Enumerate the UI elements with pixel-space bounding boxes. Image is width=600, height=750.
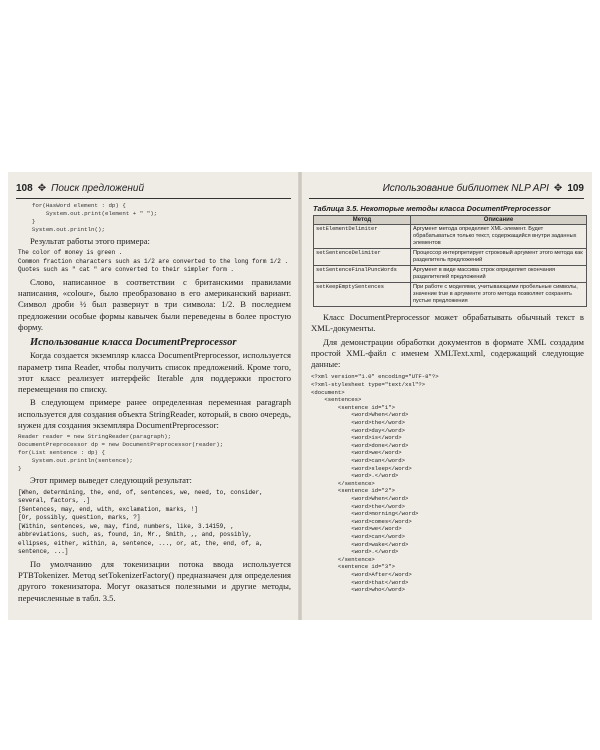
code-listing: for(HasWord element : dp) { System.out.print(element + " "); } System.out.println(); xyxy=(31,202,158,233)
program-output: [When, determining, the, end, of, sentences, we, need, to, consider, several, factors, .] [Sentences, may, end, with, exclamation, marks, !] [Or, possibly, question, marks, ?] [Within, sentences, we, may, find, numbers, like, 3.14159, , abbreviations, such, as, found, in, Mr., Smith, ,, and, possibly, ellipses, either, within, a, sentence, ..., or, at, the, end, of, a, sentence, ...] xyxy=(18,488,263,556)
paragraph: Для демонстрации обработки документов в формате XML создадим простой XML-файл с именем XMLText.xml, содержащий следующие данные: xyxy=(311,336,584,370)
running-title: Использование библиотек NLP API xyxy=(382,183,549,194)
paragraph: Этот пример выведет следующий результат: xyxy=(30,475,192,486)
table-row xyxy=(314,225,587,249)
paragraph: Слово, написанное в соответствии с британскими правилами написания, «colour», было преобразовано в его американский вариант. Символ дроби ½ был развернут в три символа: 1/2. В последнем предложении особые формы кавычек были переведены в более простую форму. xyxy=(18,276,291,332)
left-page xyxy=(8,172,299,620)
table-cell-method: setKeepEmptySentences xyxy=(314,283,411,307)
right-running-head xyxy=(309,182,584,199)
table-header-description: Описание xyxy=(411,216,587,225)
paragraph: Класс DocumentPreprocessor может обрабатывать обычный текст в XML-документы. xyxy=(311,312,584,334)
left-running-head xyxy=(16,182,291,199)
table-cell-description: Процессор интерпретирует строковый аргумент этого метода как разделитель предложений xyxy=(411,249,587,266)
table-header-row xyxy=(314,216,587,225)
table-row xyxy=(314,283,587,307)
section-heading: Использование класса DocumentPreprocessor xyxy=(30,337,237,349)
paragraph: Результат работы этого примера: xyxy=(30,236,150,246)
table-cell-description: Аргумент метода определяет XML-элемент. Будет обрабатываться только текст, содержащийся внутри заданных элементов xyxy=(411,225,587,249)
table-row xyxy=(314,249,587,266)
diamond-icon: ✥ xyxy=(553,183,563,194)
paragraph: По умолчанию для токенизации потока ввода используется PTBTokenizer. Метод setTokenizerFactory() предназначен для определения другого токенизатора. Могут оказаться полезными и другие методы, перечисленные в табл. 3.5. xyxy=(18,558,291,603)
running-title: Поиск предложений xyxy=(51,183,145,194)
xml-listing: <?xml version="1.0" encoding="UTF-8"?> <?xml-stylesheet type="text/xsl"?> <document> <sentences> <sentence id="1"> <word>When</word> <word>the</word> <word>day</word> <word>is</word> <word>done</word> <word>we</word> <word>can</word> <word>sleep</word> <word>.</word> </sentence> <sentence id="2"> <word>When</word> <word>the</word> <word>morning</word> <word>comes</word> <word>we</word> <word>can</word> <word>wake</word> <word>.</word> </sentence> <sentence id="3"> <word>After</word> <word>that</word> <word>who</word> xyxy=(311,373,439,594)
table-header-method: Метод xyxy=(314,216,411,225)
methods-table xyxy=(313,215,587,307)
code-listing: Reader reader = new StringReader(paragraph); DocumentPreprocessor dp = new DocumentPreprocessor(reader); for(List sentence : dp) { System.out.println(sentence); } xyxy=(18,433,224,473)
table-cell-method: setSentenceDelimiter xyxy=(314,249,411,266)
table-cell-method: setSentenceFinalPuncWords xyxy=(314,266,411,283)
table-caption: Таблица 3.5. Некоторые методы класса DocumentPreprocessor xyxy=(313,204,551,213)
right-page xyxy=(301,172,592,620)
table-cell-description: Аргумент в виде массива строк определяет окончания разделителей предложений xyxy=(411,266,587,283)
left-page-content xyxy=(18,202,291,606)
paragraph: В следующем примере ранее определенная переменная paragraph используется для создания объекта StringReader, который, в свою очередь, нужен для создания экземпляра DocumentPreprocessor: xyxy=(18,397,291,431)
program-output: The color of money is green . Common fraction characters such as 1/2 are converted to the long form 1/2 . Quotes such as " cat " are converted to their simpler form . xyxy=(18,249,289,274)
page-number: 109 xyxy=(567,183,584,194)
table-row xyxy=(314,266,587,283)
table-cell-method: setElementDelimiter xyxy=(314,225,411,249)
paragraph: Когда создается экземпляр класса DocumentPreprocessor, используется параметр типа Reader, чтобы получить список предложений. Кроме того, этот класс реализует интерфейс Iterable для поддержки простого перемещения по списку. xyxy=(18,350,291,395)
book-spread xyxy=(8,172,592,620)
page-number: 108 xyxy=(16,183,33,194)
table-cell-description: При работе с моделями, учитывающими пробельные символы, значение true в аргументе этого метода позволяет сохранять пустые предложения xyxy=(411,283,587,307)
right-page-content xyxy=(311,202,584,594)
diamond-icon: ✥ xyxy=(37,183,47,194)
